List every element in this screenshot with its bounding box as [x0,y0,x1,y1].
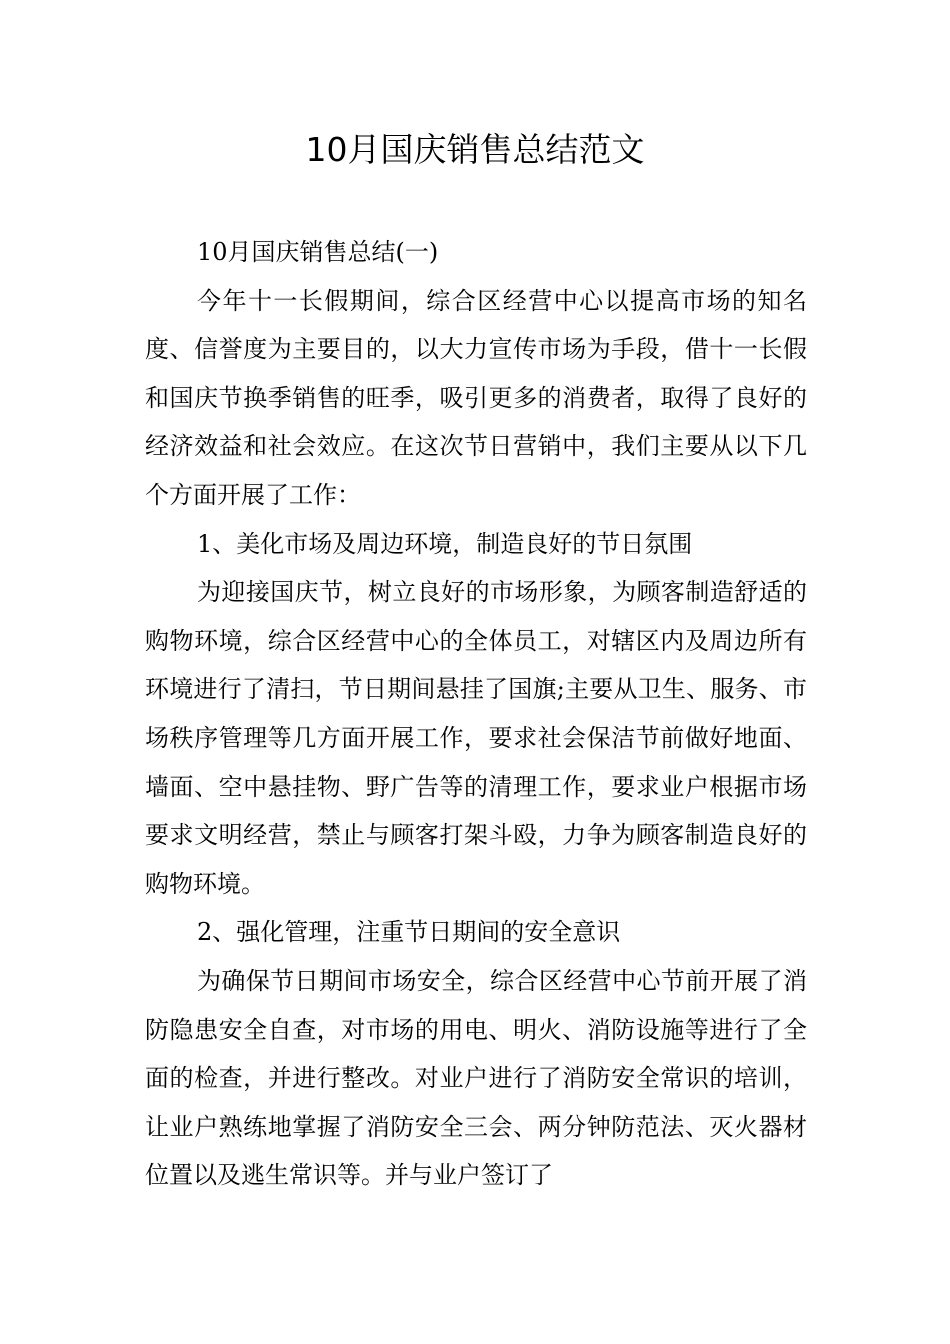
document-body [145,228,807,1200]
document-title: 10月国庆销售总结范文 [305,130,645,169]
subheading-beautify-market: 1、美化市场及周边环境，制造良好的节日氛围 [197,529,693,558]
paragraph-environment: 为迎接国庆节，树立良好的市场形象，为顾客制造舒适的购物环境，综合区经营中心的全体员工，对辖区内及周边所有环境进行了清扫，节日期间悬挂了国旗;主要从卫生、服务、市场秩序管理等几方面开展工作，要求社会保洁节前做好地面、墙面、空中悬挂物、野广告等的清理工作，要求业户根据市场要求文明经营，禁止与顾客打架斗殴，力争为顾客制造良好的购物环境。 [145,578,807,898]
paragraph-safety: 为确保节日期间市场安全，综合区经营中心节前开展了消防隐患安全自查，对市场的用电、明火、消防设施等进行了全面的检查，并进行整改。对业户进行了消防安全常识的培训，让业户熟练地掌握了消防安全三会、两分钟防范法、灭火器材位置以及逃生常识等。并与业户签订了 [145,966,807,1190]
intro-paragraph: 今年十一长假期间，综合区经营中心以提高市场的知名度、信誉度为主要目的，以大力宣传市场为手段，借十一长假和国庆节换季销售的旺季，吸引更多的消费者，取得了良好的经济效益和社会效应。在这次节日营销中，我们主要从以下几个方面开展了工作： [145,286,807,509]
section-heading-1: 10月国庆销售总结(一) [197,238,439,266]
subheading-strengthen-management: 2、强化管理，注重节日期间的安全意识 [197,918,621,947]
